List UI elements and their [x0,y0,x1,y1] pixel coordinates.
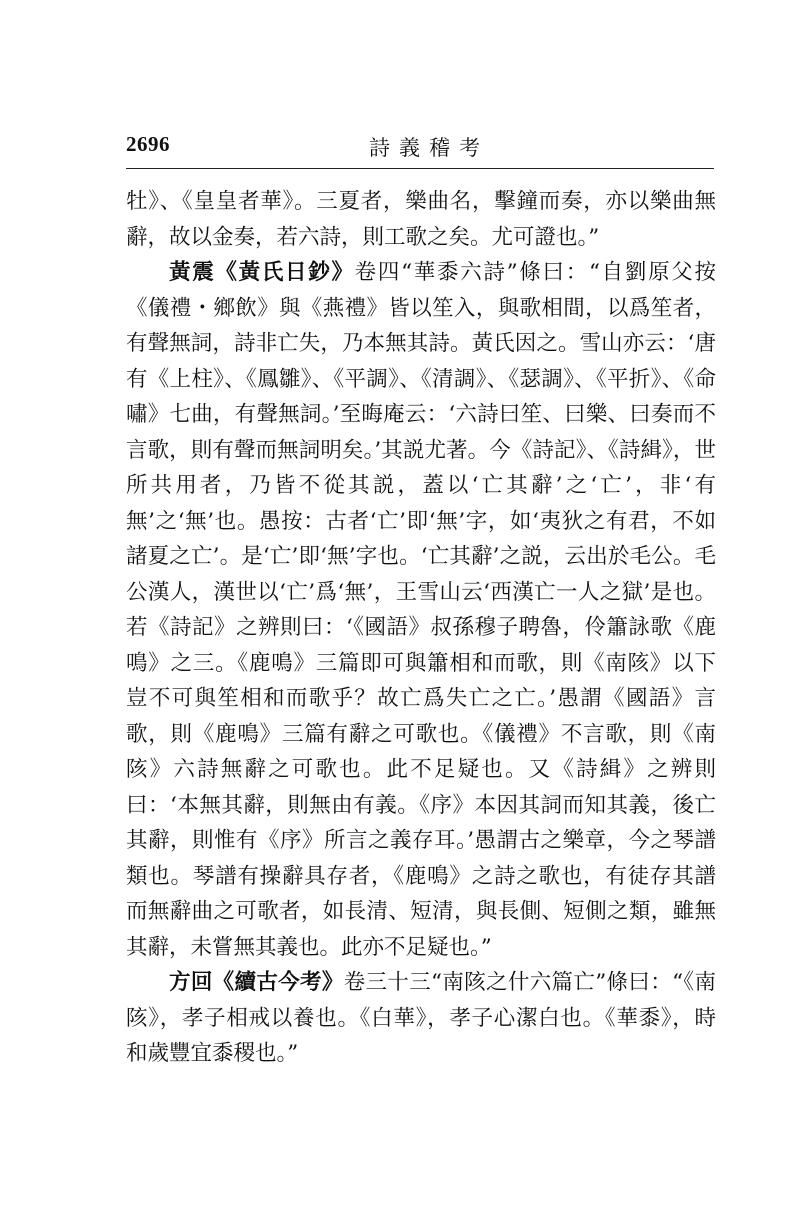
page-number: 2696 [126,132,170,156]
cited-author: 黃震《黃氏日鈔》 [169,260,355,285]
body-text [126,184,716,1072]
cited-author: 方回《續古今考》 [169,970,344,995]
paragraph-text: 卷四“華黍六詩”條曰：“自劉原父按《儀禮・鄉飲》與《燕禮》皆以笙入，與歌相間，以爲笙者，有聲無詞，詩非亡失，乃本無其詩。黃氏因之。雪山亦云：‘唐有《上柱》、《鳳雛》、《平調》、《清調》、《瑟調》、《平折》、《命嘯》七曲，有聲無詞。’至晦庵云：‘六詩曰笙、曰樂、曰奏而不言歌，則有聲而無詞明矣。’其説尤著。今《詩記》、《詩緝》，世所共用者，乃皆不從其説，蓋以‘亡其辭’之‘亡’，非‘有無’之‘無’也。愚按：古者‘亡’即‘無’字，如‘夷狄之有君，不如諸夏之亡’。是‘亡’即‘無’字也。‘亡其辭’之説，云出於毛公。毛公漢人，漢世以‘亡’爲‘無’，王雪山云‘西漢亡一人之獄’是也。若《詩記》之辨則曰：‘《國語》叔孫穆子聘魯，伶簫詠歌《鹿鳴》之三。《鹿鳴》三篇即可與簫相和而歌，則《南陔》以下豈不可與笙相和而歌乎？故亡爲失亡之亡。’愚謂《國語》言歌，則《鹿鳴》三篇有辭之可歌也。《儀禮》不言歌，則《南陔》六詩無辭之可歌也。此不足疑也。又《詩緝》之辨則曰：‘本無其辭，則無由有義。《序》本因其詞而知其義，後亡其辭，則惟有《序》所言之義存耳。’愚謂古之樂章，今之琴譜類也。琴譜有操辭具存者，《鹿鳴》之詩之歌也，有徒存其譜而無辭曲之可歌者，如長清、短清，與長側、短側之類，雖無其辭，未嘗無其義也。此亦不足疑也。” [126,260,716,960]
paragraph-text: 卷三十三“南陔之什六篇亡”條曰：“《南陔》，孝子相戒以養也。《白華》，孝子心潔白也。《華黍》，時和歲豐宜黍稷也。” [126,970,716,1066]
running-title: 詩義稽考 [369,136,489,160]
paragraph-fang-hui [126,965,716,1072]
paragraph-huang-zhen [126,255,716,965]
header-rule [126,168,714,169]
paragraph-text: 牡》、《皇皇者華》。三夏者，樂曲名，擊鐘而奏，亦以樂曲無辭，故以金奏，若六詩，則工歌之矣。尤可證也。” [126,189,716,250]
paragraph-continuation [126,184,716,255]
page-header [126,128,714,168]
